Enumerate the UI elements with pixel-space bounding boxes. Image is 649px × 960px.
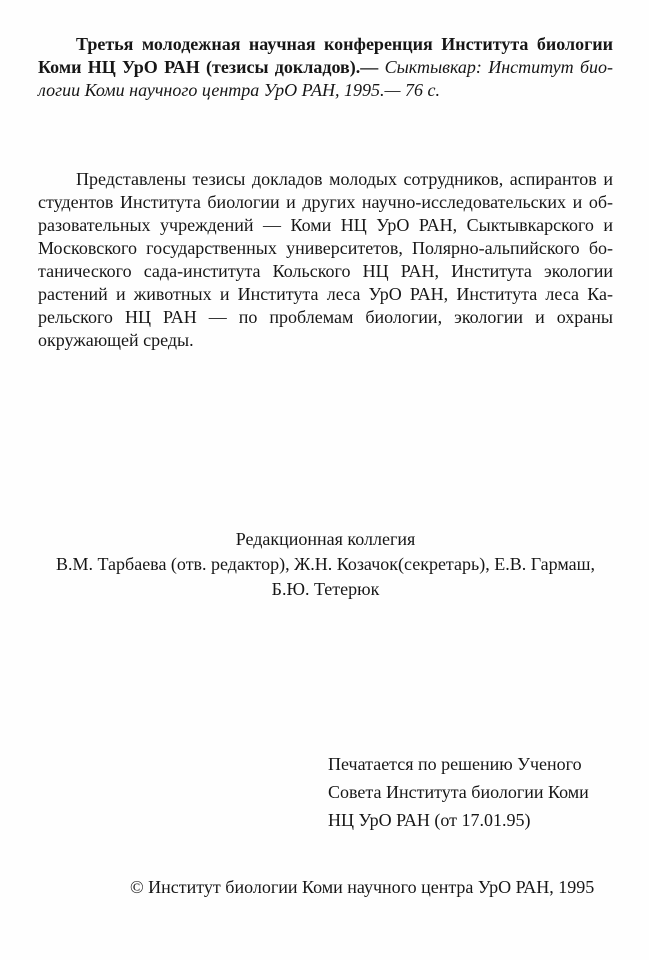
abstract-line: рельского НЦ РАН — по проблемам биологии, экологии и охраны — [38, 307, 613, 327]
bibliographic-entry-line — [38, 79, 613, 102]
approval-note — [328, 750, 613, 834]
abstract-line: Представлены тезисы докладов молодых сотрудников, аспирантов и — [76, 169, 613, 189]
bibliographic-entry — [38, 33, 613, 102]
abstract-line: Московского государственных университетов, Полярно-альпийского бо- — [38, 238, 613, 258]
bibliographic-title-text: Третья молодежная научная конференция Института биологии — [76, 34, 613, 54]
editorial-board-members-line: Б.Ю. Тетерюк — [271, 579, 380, 599]
bibliographic-entry-line — [38, 33, 613, 56]
editorial-board-heading: Редакционная коллегия — [235, 529, 416, 549]
abstract-line: студентов Института биологии и других научно-исследовательских и об- — [38, 192, 613, 212]
copyright-line: © Институт биологии Коми научного центра УрО РАН, 1995 — [130, 877, 595, 897]
bibliographic-entry-line — [38, 56, 613, 79]
editorial-board-members-line: В.М. Тарбаева (отв. редактор), Ж.Н. Козачок(секретарь), Е.В. Гармаш, — [56, 554, 595, 574]
bibliographic-imprint-text: Сыктывкар: Институт био- — [384, 57, 613, 77]
abstract-line: растений и животных и Института леса УрО РАН, Института леса Ка- — [38, 284, 613, 304]
approval-note-line: НЦ УрО РАН (от 17.01.95) — [328, 810, 531, 830]
abstract-line: окружающей среды. — [38, 330, 194, 350]
bibliographic-imprint-text: логии Коми научного центра УрО РАН, 1995.— 76 с. — [38, 80, 441, 100]
abstract-line: танического сада-института Кольского НЦ РАН, Института экологии — [38, 261, 613, 281]
abstract-line: разовательных учреждений — Коми НЦ УрО РАН, Сыктывкарского и — [38, 215, 613, 235]
bibliographic-title-text: Коми НЦ УрО РАН (тезисы докладов).— — [38, 57, 379, 77]
editorial-board — [38, 527, 613, 602]
abstract-paragraph — [38, 168, 613, 352]
approval-note-line: Печатается по решению Ученого — [328, 754, 582, 774]
approval-note-line: Совета Института биологии Коми — [328, 782, 589, 802]
